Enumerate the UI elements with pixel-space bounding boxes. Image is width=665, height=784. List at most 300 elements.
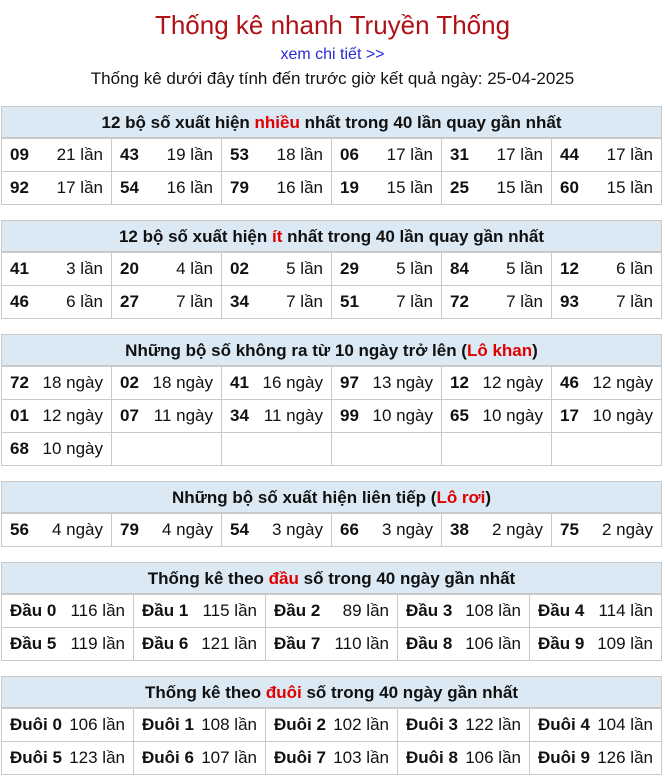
table-cell <box>332 172 442 205</box>
stat-value: 17 lần <box>386 145 433 164</box>
section-least-frequent <box>1 220 662 319</box>
table-cell <box>222 139 332 172</box>
stat-value: 17 lần <box>496 145 543 164</box>
stat-value: 10 ngày <box>592 406 653 425</box>
stat-item <box>406 601 521 621</box>
stat-key: Đầu 7 <box>274 634 321 653</box>
stat-key: Đầu 5 <box>10 634 57 653</box>
stat-item <box>450 259 543 279</box>
stat-item <box>230 292 323 312</box>
table-cell <box>2 628 134 661</box>
table-row <box>2 286 662 319</box>
page-subtitle: Thống kê dưới đây tính đến trước giờ kết quả ngày: 25-04-2025 <box>90 69 575 88</box>
stat-value: 10 ngày <box>372 406 433 425</box>
stat-key: 60 <box>560 178 579 197</box>
stat-item <box>450 373 543 393</box>
table-cell <box>332 514 442 547</box>
stat-value: 6 lần <box>66 292 103 311</box>
table-row <box>2 514 662 547</box>
stat-value: 107 lần <box>201 748 257 767</box>
stat-item <box>274 601 389 621</box>
stat-item <box>120 178 213 198</box>
stat-item <box>120 520 213 540</box>
section-title <box>1 334 662 366</box>
stat-item <box>340 145 433 165</box>
stat-value: 12 ngày <box>42 406 103 425</box>
stat-key: 79 <box>120 520 139 539</box>
stat-value: 115 lần <box>202 601 257 620</box>
table-cell <box>112 253 222 286</box>
section-dau-stats <box>1 562 662 661</box>
stat-item <box>560 259 653 279</box>
stat-value: 12 ngày <box>592 373 653 392</box>
stat-key: 07 <box>120 406 139 425</box>
table-cell <box>332 433 442 466</box>
stat-item <box>560 520 653 540</box>
stat-item <box>406 715 521 735</box>
table-cell <box>442 514 552 547</box>
table-cell <box>552 172 662 205</box>
table-cell <box>2 400 112 433</box>
table-cell <box>530 709 662 742</box>
stat-key: Đầu 3 <box>406 601 453 620</box>
table-cell <box>332 253 442 286</box>
page-title: Thống kê nhanh Truyền Thống <box>154 10 511 40</box>
stat-item <box>230 259 323 279</box>
table-cell <box>2 253 112 286</box>
section-most-frequent <box>1 106 662 205</box>
section-duoi-stats <box>1 676 662 775</box>
stat-value: 16 lần <box>276 178 323 197</box>
section-title-text: nhất trong 40 lần quay gần nhất <box>282 227 545 246</box>
table-cell <box>398 742 530 775</box>
table-cell <box>442 253 552 286</box>
stat-item <box>560 406 653 426</box>
table-cell <box>266 742 398 775</box>
table-cell <box>2 286 112 319</box>
stat-value: 114 lần <box>598 601 653 620</box>
detail-link[interactable]: xem chi tiết >> <box>280 46 385 63</box>
stat-item <box>560 145 653 165</box>
table-cell <box>2 433 112 466</box>
stat-value: 7 lần <box>616 292 653 311</box>
stat-value: 16 ngày <box>262 373 323 392</box>
stat-item <box>538 601 653 621</box>
table-cell <box>134 628 266 661</box>
table-cell <box>2 595 134 628</box>
stat-item <box>450 145 543 165</box>
stat-item <box>340 178 433 198</box>
section-title-text: 12 bộ số xuất hiện <box>101 113 255 132</box>
stat-key: 09 <box>10 145 29 164</box>
stat-item <box>274 715 389 735</box>
stat-item <box>450 406 543 426</box>
stat-key: 56 <box>10 520 29 539</box>
stat-item <box>10 145 103 165</box>
stat-key: 41 <box>230 373 249 392</box>
stat-item <box>10 601 125 621</box>
stat-key: 25 <box>450 178 469 197</box>
stat-item <box>560 292 653 312</box>
stat-key: Đuôi 8 <box>406 748 458 767</box>
stats-table <box>1 708 662 775</box>
stat-key: 68 <box>10 439 29 458</box>
table-cell <box>112 433 222 466</box>
table-cell <box>552 514 662 547</box>
table-cell <box>552 139 662 172</box>
section-title-text: ) <box>532 341 538 360</box>
table-cell <box>442 172 552 205</box>
stat-key: Đuôi 2 <box>274 715 326 734</box>
stat-key: Đuôi 7 <box>274 748 326 767</box>
table-row <box>2 367 662 400</box>
stat-value: 110 lần <box>334 634 389 653</box>
stat-item <box>340 373 433 393</box>
stat-key: 53 <box>230 145 249 164</box>
stats-table <box>1 513 662 547</box>
table-cell <box>442 286 552 319</box>
table-cell <box>2 709 134 742</box>
stat-value: 15 lần <box>606 178 653 197</box>
stat-key: 72 <box>10 373 29 392</box>
section-title <box>1 481 662 513</box>
stat-value: 5 lần <box>286 259 323 278</box>
stat-key: 44 <box>560 145 579 164</box>
stat-key: 06 <box>340 145 359 164</box>
stat-value: 16 lần <box>166 178 213 197</box>
table-cell <box>332 400 442 433</box>
stat-value: 103 lần <box>333 748 389 767</box>
section-title-highlight: nhiều <box>254 113 300 132</box>
table-cell <box>530 742 662 775</box>
stat-item <box>450 520 543 540</box>
stat-item <box>538 748 653 768</box>
stat-value: 89 lần <box>342 601 389 620</box>
stat-item <box>406 748 521 768</box>
stat-key: Đầu 4 <box>538 601 585 620</box>
stat-key: 97 <box>340 373 359 392</box>
stat-value: 11 ngày <box>263 406 323 425</box>
page-header <box>0 8 665 92</box>
table-cell <box>530 628 662 661</box>
stat-value: 17 lần <box>56 178 103 197</box>
stat-item <box>340 259 433 279</box>
section-title-text: ) <box>485 488 492 507</box>
stat-key: 19 <box>340 178 359 197</box>
stat-key: 01 <box>10 406 29 425</box>
section-title-text: 12 bộ số xuất hiện <box>118 227 272 246</box>
stat-value: 4 ngày <box>161 520 213 539</box>
section-title <box>1 676 662 708</box>
stat-item <box>10 292 103 312</box>
stat-value: 21 lần <box>56 145 103 164</box>
stat-item <box>10 178 103 198</box>
stat-key: 66 <box>340 520 359 539</box>
table-row <box>2 709 662 742</box>
stat-key: Đuôi 6 <box>142 748 194 767</box>
table-cell <box>112 514 222 547</box>
table-cell <box>398 628 530 661</box>
stat-value: 7 lần <box>396 292 433 311</box>
section-title-text: Thống kê theo <box>144 683 266 702</box>
stat-item <box>230 145 323 165</box>
table-cell <box>222 253 332 286</box>
stat-item <box>10 715 125 735</box>
stat-key: 02 <box>120 373 139 392</box>
stat-value: 5 lần <box>506 259 543 278</box>
stat-key: Đuôi 1 <box>142 715 194 734</box>
stat-key: Đầu 2 <box>274 601 321 620</box>
stat-value: 5 lần <box>396 259 433 278</box>
stat-item <box>142 601 257 621</box>
stat-value: 4 ngày <box>51 520 103 539</box>
section-title-highlight: Lô khan <box>466 341 533 360</box>
table-row <box>2 742 662 775</box>
stat-value: 15 lần <box>496 178 543 197</box>
stat-item <box>538 634 653 654</box>
stat-key: 34 <box>230 406 249 425</box>
stat-key: Đầu 1 <box>142 601 189 620</box>
stat-value: 116 lần <box>70 601 125 620</box>
stat-value: 7 lần <box>506 292 543 311</box>
section-title-text: nhất trong 40 lần quay gần nhất <box>299 113 562 132</box>
table-cell <box>222 400 332 433</box>
table-cell <box>552 253 662 286</box>
table-cell <box>552 286 662 319</box>
table-cell <box>332 139 442 172</box>
table-row <box>2 172 662 205</box>
stat-key: 43 <box>120 145 139 164</box>
stat-item <box>538 715 653 735</box>
section-lo-khan <box>1 334 662 466</box>
stat-item <box>10 520 103 540</box>
stat-value: 119 lần <box>70 634 125 653</box>
stat-item <box>560 178 653 198</box>
table-cell <box>2 172 112 205</box>
section-title-highlight: ít <box>272 227 283 246</box>
table-cell <box>2 139 112 172</box>
stat-value: 106 lần <box>465 634 521 653</box>
stat-value: 3 lần <box>66 259 103 278</box>
stat-value: 18 ngày <box>152 373 213 392</box>
section-title-text: Những bộ số xuất hiện liên tiếp ( <box>171 488 437 507</box>
stat-value: 19 lần <box>166 145 213 164</box>
section-title-text: Thống kê theo <box>147 569 269 588</box>
stat-value: 3 ngày <box>271 520 323 539</box>
stat-key: Đầu 8 <box>406 634 453 653</box>
section-title-highlight: Lô rơi <box>436 488 486 507</box>
stat-item <box>230 406 323 426</box>
stat-item <box>120 259 213 279</box>
stat-item <box>10 634 125 654</box>
table-row <box>2 139 662 172</box>
stat-key: Đầu 0 <box>10 601 57 620</box>
table-cell <box>442 139 552 172</box>
stat-item <box>120 145 213 165</box>
stat-key: Đầu 9 <box>538 634 585 653</box>
stat-key: 79 <box>230 178 249 197</box>
table-row <box>2 253 662 286</box>
table-cell <box>398 595 530 628</box>
table-cell <box>552 400 662 433</box>
stat-value: 106 lần <box>465 748 521 767</box>
table-cell <box>552 433 662 466</box>
table-cell <box>332 286 442 319</box>
table-cell <box>112 139 222 172</box>
stats-table <box>1 138 662 205</box>
section-title-highlight: đuôi <box>265 683 302 702</box>
table-cell <box>112 286 222 319</box>
stat-key: 46 <box>560 373 579 392</box>
stat-item <box>10 748 125 768</box>
stat-value: 121 lần <box>201 634 257 653</box>
table-cell <box>398 709 530 742</box>
stat-key: 65 <box>450 406 469 425</box>
stat-value: 126 lần <box>597 748 653 767</box>
stat-item <box>142 715 257 735</box>
table-cell <box>332 367 442 400</box>
stat-key: 75 <box>560 520 579 539</box>
stat-key: Đuôi 5 <box>10 748 62 767</box>
stats-table <box>1 594 662 661</box>
table-cell <box>266 628 398 661</box>
table-cell <box>266 709 398 742</box>
table-row <box>2 595 662 628</box>
stat-value: 2 ngày <box>491 520 543 539</box>
stat-item <box>120 373 213 393</box>
stat-key: 31 <box>450 145 469 164</box>
stat-key: 38 <box>450 520 469 539</box>
table-cell <box>222 514 332 547</box>
stat-value: 109 lần <box>597 634 653 653</box>
stat-key: Đuôi 4 <box>538 715 590 734</box>
stat-value: 108 lần <box>465 601 521 620</box>
section-lo-roi <box>1 481 662 547</box>
table-cell <box>134 742 266 775</box>
stat-key: 12 <box>560 259 579 278</box>
stat-value: 18 lần <box>276 145 323 164</box>
section-title-highlight: đầu <box>268 569 299 588</box>
stat-key: 41 <box>10 259 29 278</box>
stat-item <box>10 373 103 393</box>
stat-key: 17 <box>560 406 579 425</box>
stat-item <box>450 292 543 312</box>
stat-value: 102 lần <box>333 715 389 734</box>
stat-key: 27 <box>120 292 139 311</box>
stat-item <box>340 520 433 540</box>
table-row <box>2 433 662 466</box>
stat-key: 29 <box>340 259 359 278</box>
stat-item <box>230 373 323 393</box>
stats-table <box>1 366 662 466</box>
stat-value: 123 lần <box>69 748 125 767</box>
stat-value: 4 lần <box>176 259 213 278</box>
stat-key: 93 <box>560 292 579 311</box>
stat-key: 92 <box>10 178 29 197</box>
table-cell <box>112 367 222 400</box>
stats-table <box>1 252 662 319</box>
table-cell <box>2 367 112 400</box>
section-title <box>1 220 662 252</box>
table-cell <box>2 514 112 547</box>
stat-key: 54 <box>230 520 249 539</box>
table-cell <box>134 709 266 742</box>
table-cell <box>442 433 552 466</box>
stat-value: 11 ngày <box>153 406 213 425</box>
stat-key: 99 <box>340 406 359 425</box>
stat-item <box>560 373 653 393</box>
table-cell <box>222 286 332 319</box>
stat-value: 3 ngày <box>381 520 433 539</box>
section-title-text: số trong 40 ngày gần nhất <box>298 569 516 588</box>
stat-key: 54 <box>120 178 139 197</box>
table-cell <box>266 595 398 628</box>
stat-key: Đuôi 9 <box>538 748 590 767</box>
stat-item <box>142 748 257 768</box>
stat-value: 104 lần <box>597 715 653 734</box>
table-row <box>2 400 662 433</box>
stat-value: 17 lần <box>606 145 653 164</box>
stat-value: 2 ngày <box>601 520 653 539</box>
stat-item <box>274 748 389 768</box>
table-cell <box>222 367 332 400</box>
stat-key: 51 <box>340 292 359 311</box>
section-title-text: Những bộ số không ra từ 10 ngày trở lên ( <box>125 341 467 360</box>
stat-item <box>120 292 213 312</box>
stat-value: 7 lần <box>286 292 323 311</box>
stat-value: 10 ngày <box>482 406 543 425</box>
stat-item <box>230 178 323 198</box>
table-cell <box>442 367 552 400</box>
stat-value: 15 lần <box>386 178 433 197</box>
table-cell <box>222 433 332 466</box>
stat-item <box>340 406 433 426</box>
table-cell <box>112 172 222 205</box>
section-title-text: số trong 40 ngày gần nhất <box>301 683 519 702</box>
stat-item <box>120 406 213 426</box>
stat-key: 20 <box>120 259 139 278</box>
stat-key: 72 <box>450 292 469 311</box>
table-cell <box>442 400 552 433</box>
stat-value: 13 ngày <box>372 373 433 392</box>
stat-value: 108 lần <box>201 715 257 734</box>
stat-key: 46 <box>10 292 29 311</box>
stat-key: Đầu 6 <box>142 634 189 653</box>
stat-value: 10 ngày <box>42 439 103 458</box>
stat-value: 6 lần <box>616 259 653 278</box>
stat-item <box>450 178 543 198</box>
table-cell <box>112 400 222 433</box>
stat-key: Đuôi 3 <box>406 715 458 734</box>
table-cell <box>134 595 266 628</box>
stat-key: 84 <box>450 259 469 278</box>
stat-value: 106 lần <box>69 715 125 734</box>
stat-item <box>10 439 103 459</box>
stat-item <box>10 406 103 426</box>
table-cell <box>222 172 332 205</box>
stat-key: Đuôi 0 <box>10 715 62 734</box>
stat-item <box>406 634 521 654</box>
stat-item <box>142 634 257 654</box>
stat-item <box>230 520 323 540</box>
stat-value: 12 ngày <box>482 373 543 392</box>
stat-item <box>340 292 433 312</box>
section-title <box>1 106 662 138</box>
section-title <box>1 562 662 594</box>
stat-key: 34 <box>230 292 249 311</box>
table-cell <box>2 742 134 775</box>
table-row <box>2 628 662 661</box>
